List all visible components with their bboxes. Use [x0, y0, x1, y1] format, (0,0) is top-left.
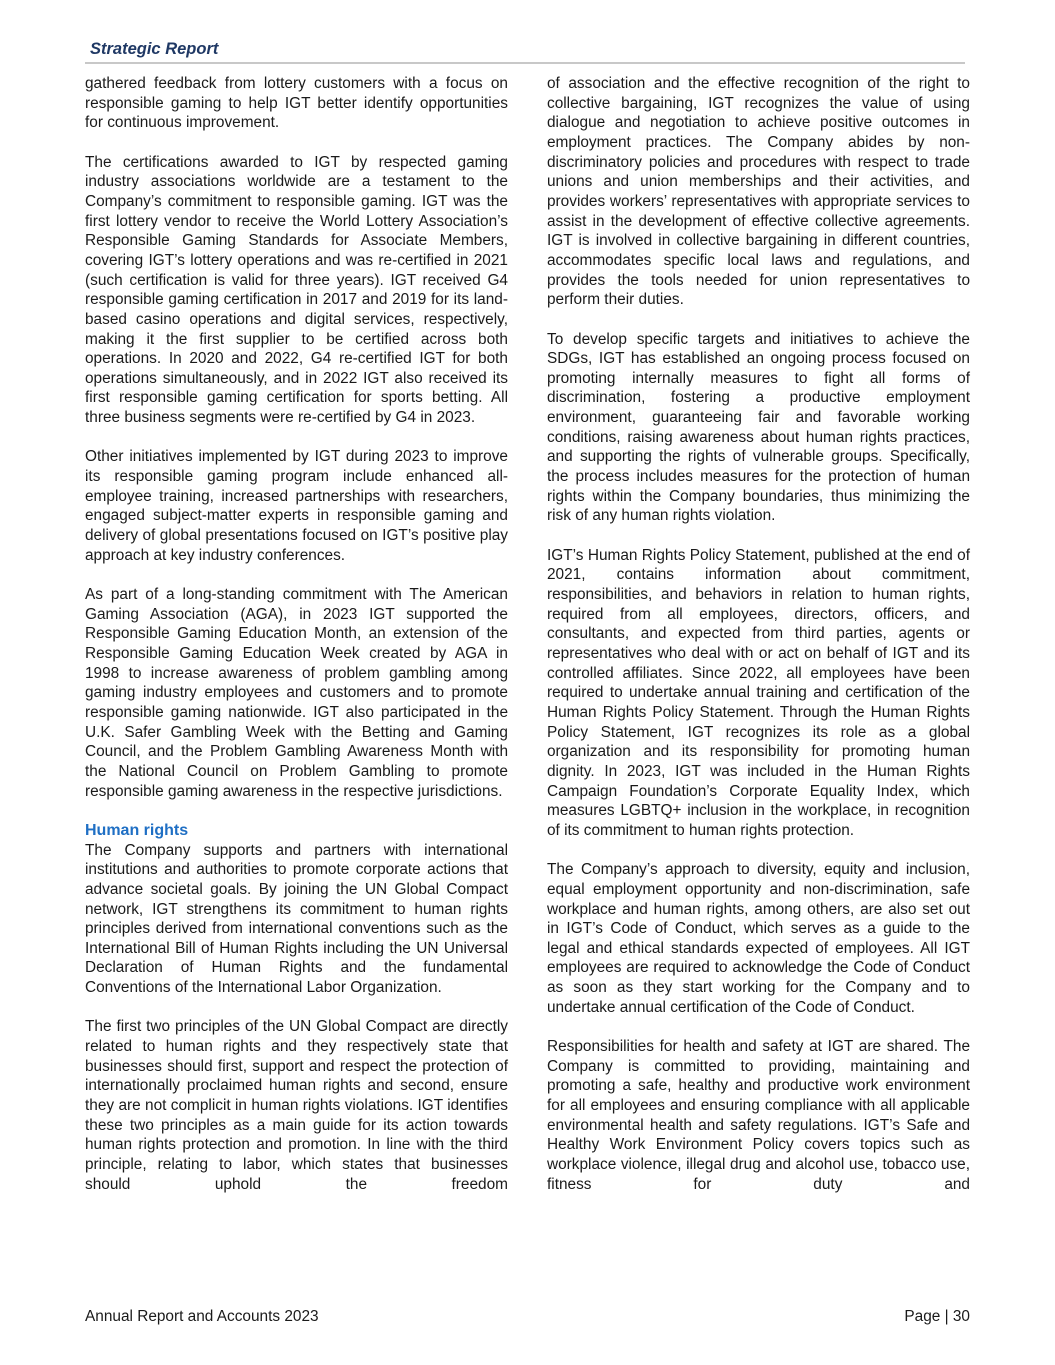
paragraph: As part of a long-standing commitment with The American Gaming Association (AGA), in 2023 IGT supported the Responsible Gaming Education Month, an extension of the Responsible Gaming Education Week created by AGA in 1998 to increase awareness of problem gambling among gaming industry employees and customers and to promote responsible gaming nationwide. IGT also participated in the U.K. Safer Gambling Week with the Betting and Gaming Council, and the Problem Gambling Awareness Month with the National Council on Problem Gambling to promote responsible gaming awareness in the respective jurisdictions.: [85, 586, 508, 800]
header-divider: [85, 62, 965, 64]
paragraph: The first two principles of the UN Global Compact are directly related to human rights and they respectively state that businesses should first, support and respect the protection of internationally proclaimed human rights and second, ensure they are not complicit in human rights violations. IGT identifies these two principles as a main guide for its action towards human rights protection and promotion. In line with the third principle, relating to labor, which states that businesses should uphold the freedom: [85, 1018, 508, 1193]
right-column: [547, 74, 970, 1194]
paragraph: The Company supports and partners with international institutions and authorities to promote corporate actions that advance societal goals. By joining the UN Global Compact network, IGT strengthens its commitment to human rights principles derived from international conventions such as the International Bill of Human Rights including the UN Universal Declaration of Human Rights and the fundamental Conventions of the International Labor Organization.: [85, 841, 508, 997]
left-column: [85, 74, 508, 1194]
paragraph: of association and the effective recognition of the right to collective bargaining, IGT recognizes the value of using dialogue and negotiation to achieve positive outcomes in employment practices. The Company abides by non-discriminatory policies and procedures with respect to trade unions and union memberships and their activities, and provides workers’ representatives with appropriate services to assist in the development of effective collective agreements. IGT is involved in collective bargaining in different countries, accommodates specific local laws and regulations, and provides the tools needed for union representatives to perform their duties.: [547, 75, 970, 309]
paragraph: Responsibilities for health and safety at IGT are shared. The Company is committed to providing, maintaining and promoting a safe, healthy and productive work environment for all employees and ensuring compliance with all applicable environmental health and safety regulations. IGT’s Safe and Healthy Work Environment Policy covers topics such as workplace violence, illegal drug and alcohol use, tobacco use, fitness for duty and: [547, 1038, 970, 1193]
section-heading: Human rights: [85, 821, 189, 839]
paragraph: Other initiatives implemented by IGT during 2023 to improve its responsible gaming program include enhanced all-employee training, increased partnerships with researchers, engaged subject-matter experts in responsible gaming and delivery of global presentations focused on IGT’s positive play approach at key industry conferences.: [85, 448, 508, 564]
paragraph: gathered feedback from lottery customers with a focus on responsible gaming to help IGT better identify opportunities for continuous improvement.: [85, 75, 508, 132]
paragraph: The Company’s approach to diversity, equity and inclusion, equal employment opportunity and non-discrimination, safe workplace and human rights, among others, are also set out in IGT’s Code of Conduct, which serves as a guide to the legal and ethical standards expected of employees. All IGT employees are required to acknowledge the Code of Conduct as soon as they start working for the Company and to undertake annual certification of the Code of Conduct.: [547, 861, 970, 1016]
footer-report-title: Annual Report and Accounts 2023: [85, 1308, 319, 1325]
paragraph: The certifications awarded to IGT by respected gaming industry associations worldwide are a testament to the Company’s commitment to responsible gaming. IGT was the first lottery vendor to receive the World Lottery Association’s Responsible Gaming Standards for Associate Members, covering IGT’s lottery operations and was re-certified in 2021 (such certification is valid for three years). IGT received G4 responsible gaming certification in 2017 and 2019 for its land-based casino operations and digital services, respectively, making it the first supplier to be certified across both operations. In 2020 and 2022, G4 re-certified IGT for both operations simultaneously, and in 2022 IGT also received its first responsible gaming certification for sports betting. All three business segments were re-certified by G4 in 2023.: [85, 153, 508, 427]
section-header: Strategic Report: [90, 40, 219, 58]
footer-page-number: Page | 30: [904, 1308, 970, 1325]
paragraph: To develop specific targets and initiatives to achieve the SDGs, IGT has established an ongoing process focused on promoting internally measures to fight all forms of discrimination, fostering a productive employment environment, guaranteeing fair and favorable working conditions, raising awareness about human rights practices, and supporting the rights of vulnerable groups. Specifically, the process includes measures for the protection of human rights within the Company boundaries, thus minimizing the risk of any human rights violation.: [547, 330, 970, 525]
paragraph: IGT’s Human Rights Policy Statement, published at the end of 2021, contains information about commitment, responsibilities, and behaviors in relation to human rights, required from all employees, directors, officers, and consultants, and expected from third parties, agents or representatives who deal with or act on behalf of IGT and its controlled affiliates. Since 2022, all employees have been required to undertake annual training and certification of the Human Rights Policy Statement. Through the Human Rights Policy Statement, IGT recognizes its role as a global organization and its responsibility for promoting human dignity. In 2023, IGT was included in the Human Rights Campaign Foundation’s Corporate Equality Index, which measures LGBTQ+ inclusion in the workplace, in recognition of its commitment to human rights protection.: [547, 546, 970, 839]
